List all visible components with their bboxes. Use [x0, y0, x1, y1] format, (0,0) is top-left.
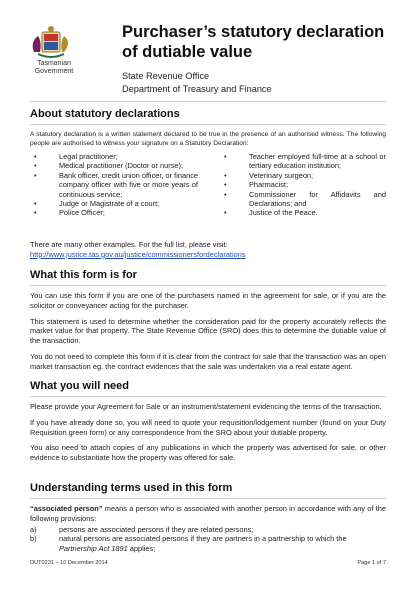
- list-item: a) persons are associated persons if they are related persons;: [30, 524, 254, 534]
- list-item: • Bank officer, credit union officer, or finance company officer with five or more years of continuous service;: [34, 170, 198, 199]
- about-intro: A statutory declaration is a written statement declared to be true in the presence of an authorised witness. The following people are authorised to witness your signature on a Statutory Declaration:: [30, 131, 386, 147]
- form-for-heading: What this form is for: [30, 269, 137, 281]
- header-divider: [30, 101, 386, 102]
- logo-text: Tasmanian Government: [34, 60, 74, 75]
- list-item: • Medical practitioner (Doctor or nurse);: [34, 161, 184, 171]
- footer-form-code: DUT0231 – 10 December 2014: [30, 560, 108, 566]
- organisation: State Revenue Office Department of Treasury and Finance: [122, 71, 272, 94]
- need-p1: Please provide your Agreement for Sale or an instrument/statement evidencing the terms of the transaction.: [30, 402, 382, 411]
- need-p2: If you have already done so, you will need to quote your requisition/lodgement number (found on your Duty Requisition green form) or any correspondence from the SRO about your dutiable property.: [30, 417, 386, 437]
- form-for-p1: You can use this form if you are one of the purchasers named in the agreement for sale, or if you are the solicitor or conveyancer acting for the purchaser.: [30, 291, 386, 310]
- form-for-p3: You do not need to complete this form if it is clear from the contract for sale that the transaction was an open market transaction eg. the contract evidences that the sale was undertaken via a real estate agent.: [30, 351, 386, 371]
- terms-section: [30, 481, 386, 554]
- page-title: Purchaser’s statutory declaration of dutiable value: [122, 23, 385, 61]
- footer-page-number: Page 1 of 7: [357, 560, 386, 566]
- form-for-section: [30, 268, 386, 372]
- form-for-p2: This statement is used to determine whether the consideration paid for the property accurately reflects the market value for that property. The State Revenue Office (SRO) does this to determine the dutiable value of the transaction.: [30, 316, 386, 346]
- about-divider: [30, 124, 386, 125]
- form-for-divider: [30, 285, 386, 286]
- list-item: • Justice of the Peace.: [224, 208, 318, 218]
- list-item: • Teacher employed full-time at a school or tertiary education institution;: [224, 152, 386, 171]
- list-item: • Legal practitioner;: [34, 152, 118, 161]
- more-info: [30, 240, 386, 260]
- need-divider: [30, 396, 386, 397]
- need-section: [30, 379, 386, 463]
- about-section: [30, 107, 386, 148]
- more-info-text: There are many other examples. For the full list, please visit:: [30, 240, 228, 249]
- need-p3: You also need to attach copies of any publications in which the property was advertised for sale, or other evidence to substantiate how the property was offered for sale.: [30, 443, 386, 463]
- list-item: • Commissioner for Affidavits and Declarations; and: [224, 189, 386, 209]
- about-heading: About statutory declarations: [30, 108, 180, 120]
- term-definition: “associated person” means a person who is associated with another person in accordance with any of the following provisions:: [30, 504, 386, 523]
- need-heading: What you will need: [30, 380, 130, 392]
- list-item: • Judge or Magistrate of a court;: [34, 199, 160, 209]
- terms-heading: Understanding terms used in this form: [30, 482, 233, 494]
- list-item: • Police Officer;: [34, 208, 105, 218]
- witness-list-left: [30, 152, 198, 218]
- list-item: b) natural persons are associated persons if they are partners in a partnership to which the Partnership Act 1891 applies;: [30, 534, 347, 554]
- witness-list-right: [220, 152, 386, 218]
- justice-link[interactable]: http://www.justice.tas.gov.au/justice/commissionersfordeclarations: [30, 249, 246, 259]
- list-item: • Pharmacist;: [224, 180, 289, 190]
- terms-divider: [30, 498, 386, 499]
- list-item: • Veterinary surgeon;: [224, 170, 314, 180]
